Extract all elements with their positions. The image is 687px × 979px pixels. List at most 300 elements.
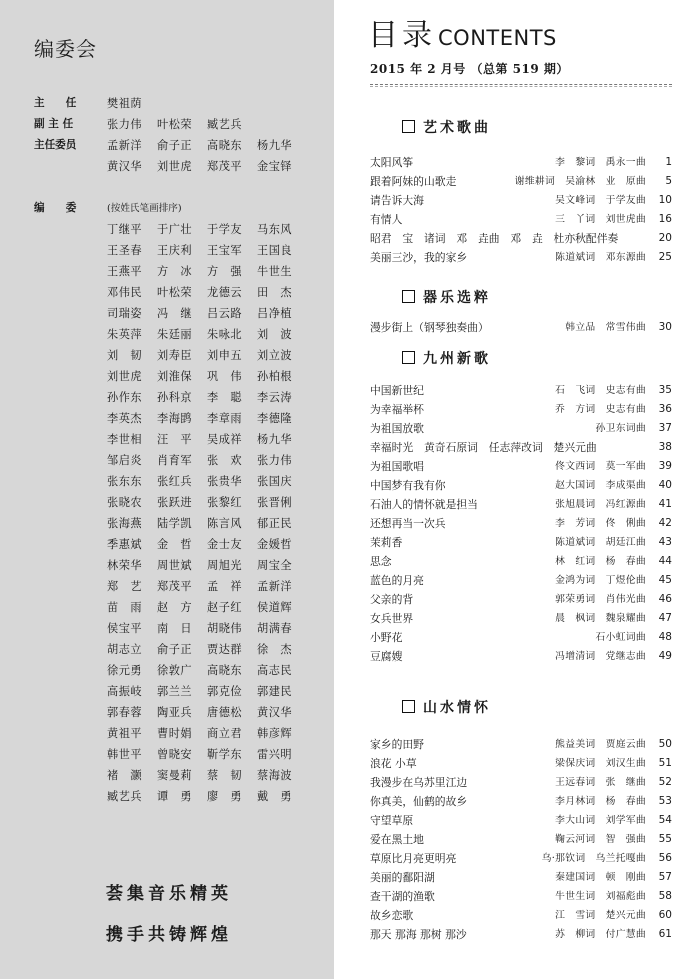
board-row — [34, 681, 324, 702]
section-heading — [402, 697, 491, 717]
board-member-name: 张力伟 — [107, 118, 143, 131]
board-row — [34, 366, 324, 387]
board-names — [107, 702, 307, 723]
toc-entry[interactable] — [370, 381, 672, 400]
board-names — [107, 786, 307, 807]
board-member-name: 胡志立 — [107, 643, 143, 656]
board-member-name: 孟 祥 — [207, 580, 243, 593]
toc-entry[interactable] — [370, 191, 672, 210]
board-member-name: 黄祖平 — [107, 727, 143, 740]
board-row — [34, 555, 324, 576]
board-member-name: 张国庆 — [257, 475, 293, 488]
section-heading-label: 山水情怀 — [423, 700, 491, 716]
board-names — [107, 744, 307, 765]
slogan-line-1: 荟集音乐精英 — [106, 884, 232, 904]
board-member-name: 徐元勇 — [107, 664, 143, 677]
toc-entry-page: 58 — [658, 890, 672, 902]
toc-entry[interactable] — [370, 552, 672, 571]
board-names — [107, 429, 307, 450]
toc-entry-credit: 韩立品 常雪伟曲 — [565, 322, 646, 333]
board-row — [34, 744, 324, 765]
board-member-name: 张晋俐 — [257, 496, 293, 509]
toc-entry-credit: 吴文峰词 于学友曲 — [555, 195, 646, 206]
toc-entry[interactable] — [370, 647, 672, 666]
board-member-name: 牛世生 — [257, 265, 293, 278]
toc-entry-credit: 李大山词 刘学军曲 — [555, 815, 646, 826]
board-member-name: 刘寿臣 — [157, 349, 193, 362]
board-member-name: 孟新洋 — [107, 139, 143, 152]
toc-entry[interactable] — [370, 849, 672, 868]
board-member-name: 陆学凯 — [157, 517, 193, 530]
toc-entry[interactable] — [370, 609, 672, 628]
toc-entry-title: 家乡的田野 — [370, 738, 424, 751]
toc-entry-credit: 晨 枫词 魏泉耀曲 — [555, 613, 646, 624]
toc-entry-page: 49 — [658, 650, 672, 662]
checkbox-square-icon — [402, 290, 415, 303]
toc-entry-credit: 陈道斌词 邓东源曲 — [555, 252, 646, 263]
board-member-name: 刘 波 — [257, 328, 293, 341]
board-row — [34, 135, 324, 156]
toc-entry[interactable] — [370, 735, 672, 754]
board-member-name: 郑茂平 — [157, 580, 193, 593]
editorial-board-panel — [0, 0, 334, 979]
board-member-name: 郭建民 — [257, 685, 293, 698]
toc-entry[interactable] — [370, 438, 672, 457]
board-row — [34, 93, 324, 114]
board-member-name: 马东风 — [257, 223, 293, 236]
board-member-name: 王庆利 — [157, 244, 193, 257]
board-row — [34, 219, 324, 240]
editorial-board-list — [34, 93, 324, 807]
section-heading-label: 九州新歌 — [423, 351, 491, 367]
toc-entry-title: 有情人 — [370, 213, 403, 226]
toc-entry-credit: 鞠云河词 智 强曲 — [555, 834, 646, 845]
board-member-name: 俞子正 — [157, 643, 193, 656]
toc-entry[interactable] — [370, 172, 672, 191]
board-row — [34, 492, 324, 513]
toc-entry-credit: 石 飞词 史志有曲 — [555, 385, 646, 396]
toc-entry-credit: 孙卫东词曲 — [595, 423, 646, 434]
board-row — [34, 471, 324, 492]
board-names — [107, 450, 307, 471]
board-member-name: 叶松荣 — [157, 118, 193, 131]
toc-entry-page: 42 — [658, 517, 672, 529]
board-row — [34, 345, 324, 366]
toc-entry-title: 为幸福举杯 — [370, 403, 424, 416]
board-member-name: 樊祖荫 — [107, 97, 143, 110]
board-member-name: 于学友 — [207, 223, 243, 236]
board-names — [107, 681, 307, 702]
board-names — [107, 639, 307, 660]
toc-entry-credit: 张旭晨词 冯红源曲 — [555, 499, 646, 510]
toc-entry-page: 48 — [658, 631, 672, 643]
toc-entry[interactable] — [370, 153, 672, 172]
toc-entry-title: 我漫步在乌苏里江边 — [370, 776, 468, 789]
section-heading — [402, 287, 491, 307]
toc-entry[interactable] — [370, 628, 672, 647]
board-row — [34, 576, 324, 597]
board-member-name: 郁正民 — [257, 517, 293, 530]
board-member-name: 巩 伟 — [207, 370, 243, 383]
toc-entry[interactable] — [370, 229, 672, 248]
board-member-name: 张红兵 — [157, 475, 193, 488]
toc-entry-title: 石油人的情怀就是担当 — [370, 498, 478, 511]
toc-entry[interactable] — [370, 906, 672, 925]
section-heading — [402, 348, 491, 368]
toc-entry-page: 38 — [658, 441, 672, 453]
board-member-name: 刘 韧 — [107, 349, 143, 362]
board-member-name: 刘淮保 — [157, 370, 193, 383]
board-names — [107, 492, 307, 513]
board-member-name: 商立君 — [207, 727, 243, 740]
board-member-name: 南 日 — [157, 622, 193, 635]
board-member-name: 李海鹍 — [157, 412, 193, 425]
toc-entry[interactable] — [370, 830, 672, 849]
board-row — [34, 534, 324, 555]
board-member-name: 曹时娟 — [157, 727, 193, 740]
board-names — [107, 387, 307, 408]
board-member-name: 林荣华 — [107, 559, 143, 572]
toc-entry-credit: 李 黎词 禹永一曲 — [555, 157, 646, 168]
board-names — [107, 156, 307, 177]
board-member-name: 苗 雨 — [107, 601, 143, 614]
board-member-name: 李德隆 — [257, 412, 293, 425]
board-row — [34, 618, 324, 639]
toc-entry-title: 美丽三沙，我的家乡 — [370, 251, 468, 264]
section-heading-label: 器乐选粹 — [423, 290, 491, 306]
toc-entry-title: 跟着阿妹的山歌走 — [370, 175, 457, 188]
board-member-name: 赵子红 — [207, 601, 243, 614]
board-member-name: 刘立波 — [257, 349, 293, 362]
board-member-name: 戴 勇 — [257, 790, 293, 803]
board-row — [34, 387, 324, 408]
toc-entry-title: 那天 那海 那树 那沙 — [370, 928, 467, 941]
toc-entry-page: 41 — [658, 498, 672, 510]
board-member-name: 叶松荣 — [157, 286, 193, 299]
board-member-name: 李世相 — [107, 433, 143, 446]
toc-entry-title: 守望草原 — [370, 814, 414, 827]
board-member-name: 杨九华 — [257, 139, 293, 152]
toc-entry-title: 爱在黑土地 — [370, 833, 424, 846]
toc-entry-credit: 熊益美词 贾庭云曲 — [555, 739, 646, 750]
board-row — [34, 240, 324, 261]
board-member-name: 金宝铎 — [257, 160, 293, 173]
board-member-name: 季惠斌 — [107, 538, 143, 551]
toc-entry[interactable] — [370, 533, 672, 552]
toc-entry-title: 请告诉大海 — [370, 194, 424, 207]
board-member-name: 雷兴明 — [257, 748, 293, 761]
board-names — [107, 597, 307, 618]
toc-entry-credit: 陈道斌词 胡廷江曲 — [555, 537, 646, 548]
board-row — [34, 408, 324, 429]
board-member-name: 刘申五 — [207, 349, 243, 362]
toc-entry-title: 故乡恋歌 — [370, 909, 414, 922]
header-divider-2 — [370, 86, 672, 87]
toc-entry-credit: 李 芳词 佟 俐曲 — [555, 518, 646, 529]
toc-entry-page: 37 — [658, 422, 672, 434]
board-row — [34, 702, 324, 723]
board-member-name: 朱咏北 — [207, 328, 243, 341]
board-member-name: 郭兰兰 — [157, 685, 193, 698]
toc-entry[interactable] — [370, 514, 672, 533]
board-names — [107, 324, 307, 345]
board-member-name: 蔡海波 — [257, 769, 293, 782]
toc-entry-credit: 牛世生词 刘福彪曲 — [555, 891, 646, 902]
board-row — [34, 429, 324, 450]
board-member-name: 丁继平 — [107, 223, 143, 236]
toc-entry-title: 还想再当一次兵 — [370, 517, 446, 530]
board-member-name: 陶亚兵 — [157, 706, 193, 719]
board-row — [34, 723, 324, 744]
board-member-name: 曾晓安 — [157, 748, 193, 761]
toc-entry[interactable] — [370, 811, 672, 830]
board-member-name: 杨九华 — [257, 433, 293, 446]
board-member-name: 金 哲 — [157, 538, 193, 551]
board-member-name: 于广壮 — [157, 223, 193, 236]
toc-entry-page: 20 — [658, 232, 672, 244]
toc-entry-title: 中国梦有我有你 — [370, 479, 446, 492]
toc-entry-title: 思念 — [370, 555, 392, 568]
board-member-name: 谭 勇 — [157, 790, 193, 803]
contents-title — [368, 10, 557, 54]
board-member-name: 方 强 — [207, 265, 243, 278]
toc-entry-title: 蓝色的月亮 — [370, 574, 424, 587]
board-member-name: 陈言风 — [207, 517, 243, 530]
toc-entry[interactable] — [370, 754, 672, 773]
board-names — [107, 765, 307, 786]
board-member-name: 吕净植 — [257, 307, 293, 320]
toc-entry-title: 父亲的背 — [370, 593, 414, 606]
toc-entry-title: 女兵世界 — [370, 612, 414, 625]
toc-entry-page: 55 — [658, 833, 672, 845]
toc-entry[interactable] — [370, 400, 672, 419]
toc-entry-title: 小野花 — [370, 631, 403, 644]
board-member-name: 张黎红 — [207, 496, 243, 509]
board-member-name: 高志民 — [257, 664, 293, 677]
board-names — [107, 345, 307, 366]
board-member-name: 邓伟民 — [107, 286, 143, 299]
toc-entry-title: 为祖国歌唱 — [370, 460, 424, 473]
toc-entry[interactable] — [370, 476, 672, 495]
toc-entry-credit: 三 丫词 刘世虎曲 — [555, 214, 646, 225]
toc-entry[interactable] — [370, 887, 672, 906]
toc-entry-credit: 王远春词 张 继曲 — [555, 777, 646, 788]
board-member-name: 方 冰 — [157, 265, 193, 278]
section-heading-label: 艺术歌曲 — [423, 120, 491, 136]
board-row — [34, 303, 324, 324]
checkbox-square-icon — [402, 120, 415, 133]
checkbox-square-icon — [402, 351, 415, 364]
board-row — [34, 765, 324, 786]
board-member-name: 周旭光 — [207, 559, 243, 572]
board-sort-note: (按姓氏笔画排序) — [107, 203, 182, 214]
toc-entry-page: 16 — [658, 213, 672, 225]
toc-entry-page: 10 — [658, 194, 672, 206]
toc-entry-credit: 李月林词 杨 春曲 — [555, 796, 646, 807]
board-role: 主 任 — [34, 97, 77, 109]
board-names — [107, 723, 307, 744]
board-member-name: 王国良 — [257, 244, 293, 257]
board-member-name: 黄汉华 — [257, 706, 293, 719]
board-names — [107, 618, 307, 639]
board-member-name: 郑 艺 — [107, 580, 143, 593]
section-heading — [402, 117, 491, 137]
contents-title-cn: 目录 — [368, 18, 436, 53]
board-member-name: 韩世平 — [107, 748, 143, 761]
toc-entry-title: 草原比月亮更明亮 — [370, 852, 457, 865]
board-member-name: 龙德云 — [207, 286, 243, 299]
toc-entry[interactable] — [370, 318, 672, 337]
board-member-name: 朱英萍 — [107, 328, 143, 341]
toc-entry-page: 52 — [658, 776, 672, 788]
board-member-name: 韩彦辉 — [257, 727, 293, 740]
board-member-name: 刘世虎 — [107, 370, 143, 383]
board-row — [34, 660, 324, 681]
board-member-name: 司瑞姿 — [107, 307, 143, 320]
toc-entry-title: 昭君 宝 诸词 邓 垚曲 邓 垚 杜亦秋配伴奏 — [370, 232, 619, 245]
toc-entry[interactable] — [370, 495, 672, 514]
toc-entry[interactable] — [370, 210, 672, 229]
board-member-name: 靳学东 — [207, 748, 243, 761]
board-member-name: 李章雨 — [207, 412, 243, 425]
toc-entry-credit: 江 雪词 楚兴元曲 — [555, 910, 646, 921]
board-names — [107, 303, 307, 324]
toc-entry-credit: 冯增清词 党继志曲 — [555, 651, 646, 662]
toc-entry-credit: 乌·那钦词 乌兰托嘎曲 — [541, 853, 646, 864]
board-member-name: 高晓东 — [207, 139, 243, 152]
toc-entry-page: 56 — [658, 852, 672, 864]
board-member-name: 侯道辉 — [257, 601, 293, 614]
header-divider — [370, 84, 672, 85]
board-member-name: 张 欢 — [207, 454, 243, 467]
board-member-name: 李英杰 — [107, 412, 143, 425]
toc-entry[interactable] — [370, 457, 672, 476]
toc-entry-page: 61 — [658, 928, 672, 940]
board-member-name: 徐 杰 — [257, 643, 293, 656]
board-member-name: 贾达群 — [207, 643, 243, 656]
board-row — [34, 597, 324, 618]
board-names — [107, 408, 307, 429]
toc-entry[interactable] — [370, 571, 672, 590]
toc-entry-page: 51 — [658, 757, 672, 769]
board-member-name: 张跃进 — [157, 496, 193, 509]
toc-entry-credit: 石小虹词曲 — [595, 632, 646, 643]
board-names — [107, 282, 307, 303]
board-row — [34, 282, 324, 303]
board-member-name: 张海燕 — [107, 517, 143, 530]
board-row — [34, 114, 324, 135]
board-member-name: 金媛哲 — [257, 538, 293, 551]
toc-entry[interactable] — [370, 419, 672, 438]
toc-entry-page: 1 — [665, 156, 672, 168]
board-member-name: 孟新洋 — [257, 580, 293, 593]
board-member-name: 张东东 — [107, 475, 143, 488]
board-member-name: 汪 平 — [157, 433, 193, 446]
board-member-name: 孙科京 — [157, 391, 193, 404]
toc-entry-credit: 乔 方词 史志有曲 — [555, 404, 646, 415]
toc-entry-title: 茉莉香 — [370, 536, 403, 549]
toc-entry[interactable] — [370, 248, 672, 267]
board-member-name: 邹启炎 — [107, 454, 143, 467]
board-member-name: 臧艺兵 — [107, 790, 143, 803]
toc-entry-page: 53 — [658, 795, 672, 807]
toc-entry-title: 豆腐嫂 — [370, 650, 403, 663]
toc-entry-credit: 郭荣勇词 肖伟光曲 — [555, 594, 646, 605]
board-row — [34, 786, 324, 807]
toc-entry-page: 36 — [658, 403, 672, 415]
board-role: 编 委 — [34, 202, 77, 214]
board-member-name: 肖育军 — [157, 454, 193, 467]
board-member-name: 郭春蓉 — [107, 706, 143, 719]
toc-entry-credit: 林 红词 杨 春曲 — [555, 556, 646, 567]
board-member-name: 赵 方 — [157, 601, 193, 614]
board-member-name: 吕云路 — [207, 307, 243, 320]
toc-entry-credit: 秦建国词 顿 刚曲 — [555, 872, 646, 883]
board-names — [107, 366, 307, 387]
toc-entry-page: 57 — [658, 871, 672, 883]
board-names — [107, 471, 307, 492]
toc-entry[interactable] — [370, 925, 672, 944]
toc-entry[interactable] — [370, 773, 672, 792]
toc-entry-credit: 苏 柳词 付广慧曲 — [555, 929, 646, 940]
toc-entry-page: 54 — [658, 814, 672, 826]
toc-entry[interactable] — [370, 868, 672, 887]
board-role: 主任委员 — [34, 139, 77, 151]
checkbox-square-icon — [402, 700, 415, 713]
board-role: 副 主 任 — [34, 118, 74, 130]
toc-entry-page: 35 — [658, 384, 672, 396]
editorial-board-title: 编委会 — [34, 37, 97, 61]
board-member-name: 俞子正 — [157, 139, 193, 152]
board-row — [34, 513, 324, 534]
toc-entry-title: 漫步街上（钢琴独奏曲） — [370, 321, 489, 334]
toc-entry-page: 44 — [658, 555, 672, 567]
board-member-name: 冯 继 — [157, 307, 193, 320]
toc-entry[interactable] — [370, 590, 672, 609]
board-names — [107, 135, 307, 156]
toc-entry-page: 47 — [658, 612, 672, 624]
toc-entry-credit: 金鸿为词 丁煜伦曲 — [555, 575, 646, 586]
board-member-name: 胡满春 — [257, 622, 293, 635]
board-row — [34, 198, 324, 219]
board-member-name: 周世斌 — [157, 559, 193, 572]
board-member-name: 高晓东 — [207, 664, 243, 677]
board-names — [107, 219, 307, 240]
board-member-name: 唐德松 — [207, 706, 243, 719]
board-row — [34, 324, 324, 345]
toc-entry-page: 30 — [658, 321, 672, 333]
toc-entry[interactable] — [370, 792, 672, 811]
board-row — [34, 261, 324, 282]
board-member-name: 孙柏根 — [257, 370, 293, 383]
board-names — [107, 660, 307, 681]
board-member-name: 郑茂平 — [207, 160, 243, 173]
board-member-name: 王燕平 — [107, 265, 143, 278]
board-member-name: 高振岐 — [107, 685, 143, 698]
board-member-name: 田 杰 — [257, 286, 293, 299]
board-member-name: 徐敦广 — [157, 664, 193, 677]
board-member-name: 褚 灏 — [107, 769, 143, 782]
toc-entry-page: 40 — [658, 479, 672, 491]
toc-entry-title: 为祖国放歌 — [370, 422, 424, 435]
board-row — [34, 639, 324, 660]
board-row — [34, 450, 324, 471]
toc-entry-credit: 赵大国词 李成渠曲 — [555, 480, 646, 491]
contents-title-en: CONTENTS — [438, 26, 557, 50]
board-member-name: 蔡 韧 — [207, 769, 243, 782]
board-member-name: 周宝全 — [257, 559, 293, 572]
board-member-name: 郭克俭 — [207, 685, 243, 698]
